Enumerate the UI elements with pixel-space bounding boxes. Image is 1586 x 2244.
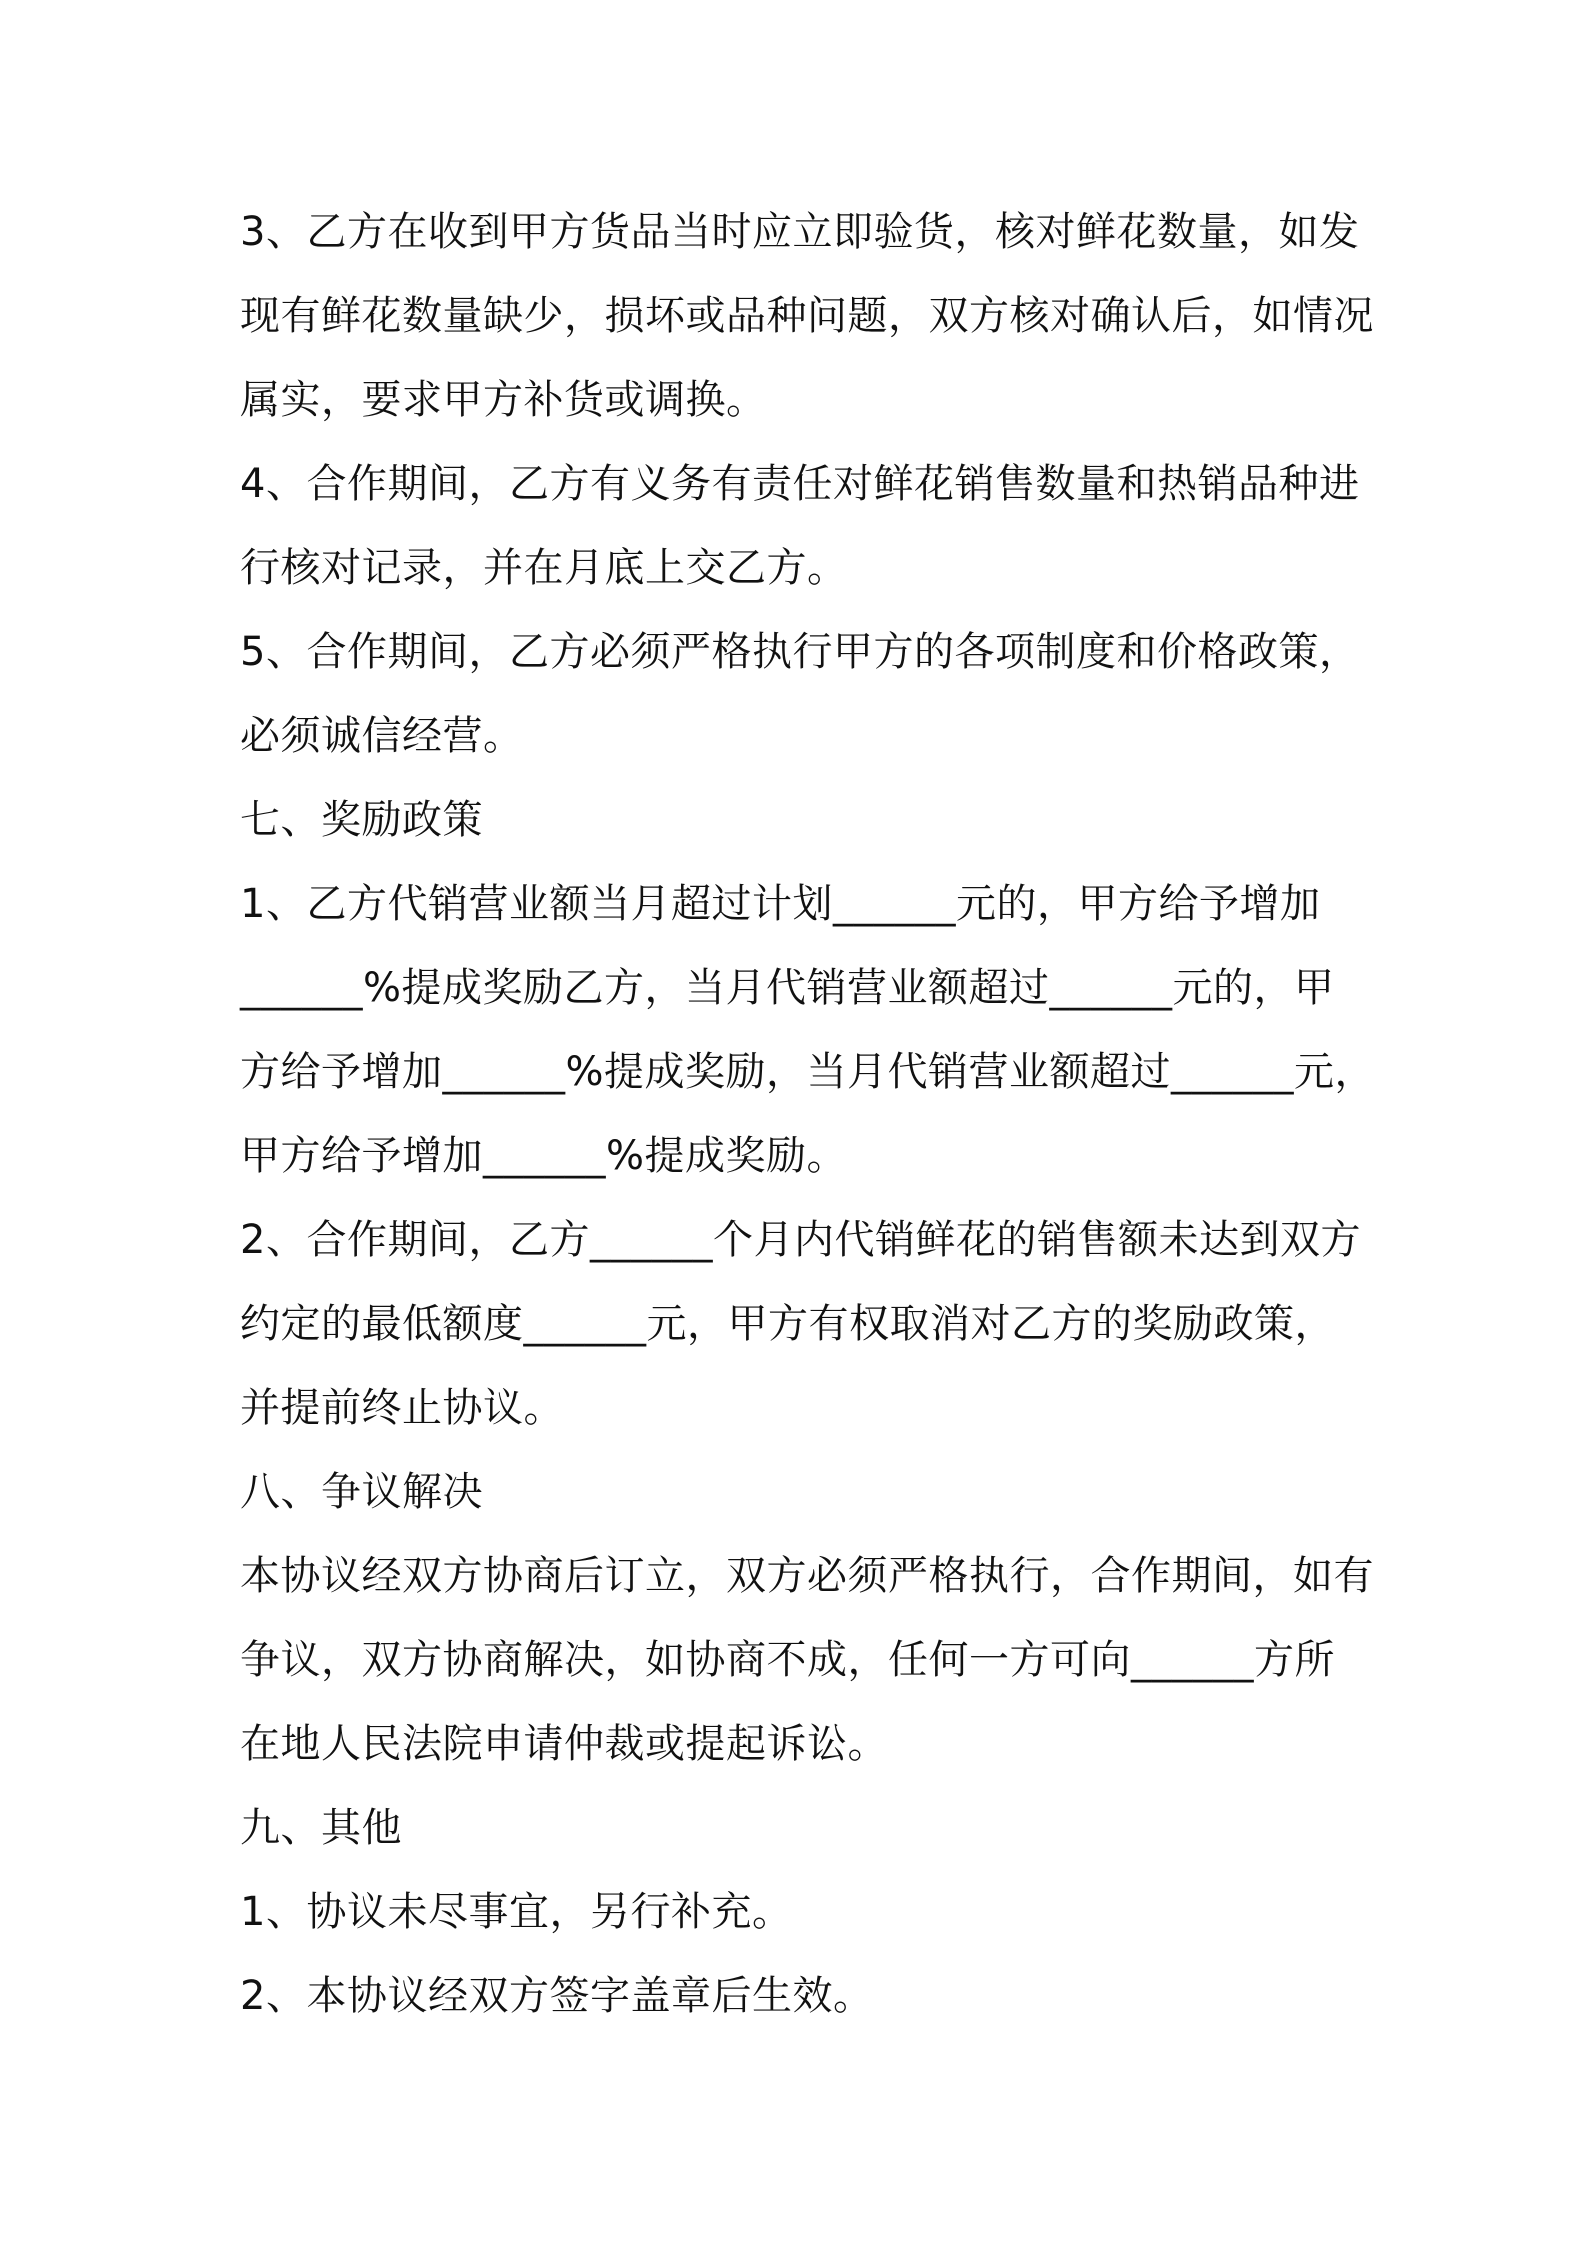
clause-nine-1 — [240, 1870, 1390, 1954]
text-line: 2、合作期间，乙方______个月内代销鲜花的销售额未达到双方 — [240, 1217, 1361, 1263]
text-line: 争议，双方协商解决，如协商不成，任何一方可向______方所 — [240, 1637, 1335, 1683]
text-line: 1、协议未尽事宜，另行补充。 — [240, 1889, 793, 1935]
section-heading-dispute-resolution — [240, 1450, 1390, 1534]
text-line: 属实，要求甲方补货或调换。 — [240, 377, 767, 423]
clause-nine-2 — [240, 1954, 1390, 2038]
section-heading-reward-policy — [240, 778, 1390, 862]
clause-six-3 — [240, 190, 1390, 442]
section-heading-other — [240, 1786, 1390, 1870]
text-line: 必须诚信经营。 — [240, 713, 524, 759]
text-line: 1、乙方代销营业额当月超过计划______元的，甲方给予增加 — [240, 881, 1321, 927]
text-line: 方给予增加______%提成奖励，当月代销营业额超过______元， — [240, 1049, 1376, 1095]
text-line: 并提前终止协议。 — [240, 1385, 564, 1431]
text-line: 约定的最低额度______元，甲方有权取消对乙方的奖励政策， — [240, 1301, 1335, 1347]
clause-six-5 — [240, 610, 1390, 778]
clause-seven-2 — [240, 1198, 1390, 1450]
text-line: 5、合作期间，乙方必须严格执行甲方的各项制度和价格政策， — [240, 629, 1360, 675]
text-line: 现有鲜花数量缺少，损坏或品种问题，双方核对确认后，如情况 — [240, 293, 1374, 339]
text-line: 甲方给予增加______%提成奖励。 — [240, 1133, 848, 1179]
text-line: 在地人民法院申请仲裁或提起诉讼。 — [240, 1721, 888, 1767]
text-line: 4、合作期间，乙方有义务有责任对鲜花销售数量和热销品种进 — [240, 461, 1360, 507]
section-heading: 九、其他 — [240, 1805, 402, 1851]
section-heading: 八、争议解决 — [240, 1469, 483, 1515]
text-line: 本协议经双方协商后订立，双方必须严格执行，合作期间，如有 — [240, 1553, 1374, 1599]
text-line: 行核对记录，并在月底上交乙方。 — [240, 545, 848, 591]
text-line: ______%提成奖励乙方，当月代销营业额超过______元的，甲 — [240, 965, 1335, 1011]
text-line: 2、本协议经双方签字盖章后生效。 — [240, 1973, 874, 2019]
section-heading: 七、奖励政策 — [240, 797, 483, 843]
text-line: 3、乙方在收到甲方货品当时应立即验货，核对鲜花数量，如发 — [240, 209, 1360, 255]
clause-seven-1 — [240, 862, 1390, 1198]
clause-six-4 — [240, 442, 1390, 610]
clause-eight — [240, 1534, 1390, 1786]
document-page — [240, 190, 1390, 2038]
